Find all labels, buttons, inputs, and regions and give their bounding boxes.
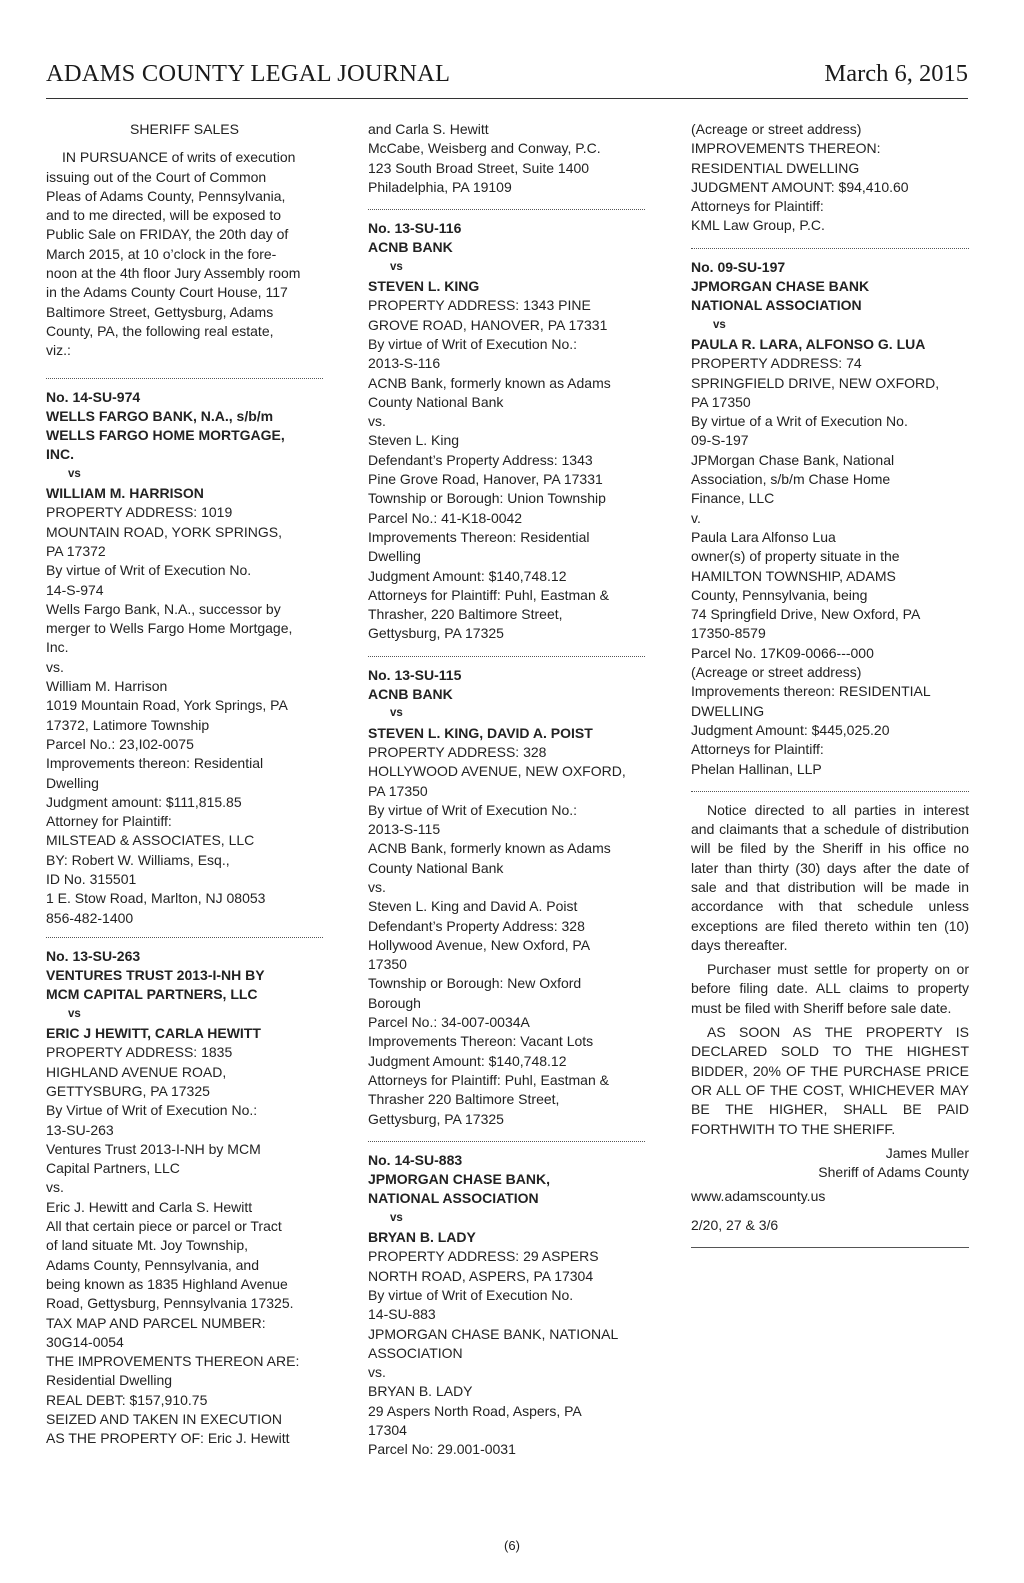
case-line: Eric J. Hewitt and Carla S. Hewitt [46, 1198, 253, 1215]
intro-line: and to me directed, will be exposed to [46, 207, 282, 224]
case-line: KML Law Group, P.C. [691, 217, 825, 234]
case-line: Capital Partners, LLC [46, 1160, 180, 1177]
case-line: Attorney for Plaintiff: [46, 813, 172, 830]
plaintiff: MCM CAPITAL PARTNERS, LLC [46, 986, 258, 1003]
intro-paragraph [46, 148, 323, 360]
case-line: 1 E. Stow Road, Marlton, NJ 08053 [46, 890, 266, 907]
case-line: Steven L. King [368, 432, 460, 449]
case-line: IMPROVEMENTS THEREON: [691, 140, 881, 157]
case-line: 29 Aspers North Road, Aspers, PA [368, 1402, 582, 1419]
case-line: By virtue of a Writ of Execution No. [691, 413, 908, 430]
case-line: Association, s/b/m Chase Home [691, 471, 891, 488]
case-continuation [368, 120, 645, 197]
plaintiff: VENTURES TRUST 2013-I-NH BY [46, 967, 265, 984]
versus: vs [68, 467, 81, 480]
case-line: Philadelphia, PA 19109 [368, 178, 512, 195]
case-line: County National Bank [368, 859, 504, 876]
case-line: SPRINGFIELD DRIVE, NEW OXFORD, [691, 374, 940, 391]
versus: vs [390, 260, 403, 273]
case-line: Dwelling [46, 774, 99, 791]
publication-dates: 2/20, 27 & 3/6 [691, 1216, 779, 1233]
case-line: Phelan Hallinan, LLP [691, 760, 822, 777]
case-line: Parcel No.: 23,I02-0075 [46, 735, 194, 752]
case-line: PA 17372 [46, 542, 106, 559]
case-line: County National Bank [368, 393, 504, 410]
intro-line: viz.: [46, 342, 71, 359]
case-line: Judgment Amount: $140,748.12 [368, 567, 567, 584]
column-1 [46, 120, 323, 1449]
case-line: ASSOCIATION [368, 1344, 463, 1361]
plaintiff: ACNB BANK [368, 239, 453, 256]
case-13-su-263 [46, 947, 323, 1449]
sheriff-title: Sheriff of Adams County [818, 1164, 969, 1181]
case-line: 17304 [368, 1422, 407, 1438]
case-line: PROPERTY ADDRESS: 1019 [46, 504, 233, 521]
case-line: By virtue of Writ of Execution No. [368, 1286, 574, 1303]
section-heading: SHERIFF SALES [130, 121, 239, 137]
case-line: Judgment amount: $111,815.85 [46, 793, 242, 810]
intro-line: IN PURSUANCE of writs of execution [62, 149, 296, 166]
case-14-su-883 [368, 1151, 645, 1460]
case-line: MILSTEAD & ASSOCIATES, LLC [46, 832, 255, 849]
website-link[interactable]: www.adamscounty.us [691, 1188, 826, 1205]
case-line: Gettysburg, PA 17325 [368, 625, 504, 642]
case-line: PROPERTY ADDRESS: 74 [691, 355, 862, 372]
case-line: Thrasher 220 Baltimore Street, [368, 1091, 560, 1108]
intro-line: Public Sale on FRIDAY, the 20th day of [46, 226, 289, 243]
case-line: Residential Dwelling [46, 1372, 173, 1389]
case-line: (Acreage or street address) [691, 121, 862, 137]
case-line: ID No. 315501 [46, 870, 137, 887]
case-line: PA 17350 [691, 393, 751, 410]
divider [691, 791, 969, 792]
defendant: BRYAN B. LADY [368, 1229, 476, 1246]
case-line: Paula Lara Alfonso Lua [691, 528, 836, 545]
divider [691, 248, 969, 249]
masthead [46, 58, 968, 99]
case-number: No. 13-SU-115 [368, 666, 462, 683]
case-number: No. 14-SU-883 [368, 1151, 463, 1168]
case-line: Parcel No.: 41-K18-0042 [368, 509, 523, 526]
column-2 [368, 120, 645, 1460]
case-14-su-974 [46, 388, 323, 928]
settlement-notice: Purchaser must settle for property on or before filing date. ALL claims to property must be filed with Sheriff before sale date. [691, 961, 969, 1016]
defendant: STEVEN L. KING [368, 278, 480, 295]
plaintiff: JPMORGAN CHASE BANK [691, 278, 870, 295]
case-line: 2013-S-115 [368, 821, 441, 838]
case-13-su-115 [368, 666, 645, 1129]
case-line: vs. [46, 658, 64, 675]
case-line: Adams County, Pennsylvania, and [46, 1256, 259, 1273]
case-13-su-116 [368, 219, 645, 644]
versus: vs [713, 318, 726, 331]
distribution-notice: Notice directed to all parties in interest and claimants that a schedule of distribution will be filed by the Sheriff in his office no later than thirty (30) days after the date of sale and that distribution will be made in accordance with that schedule unless exceptions are filed thereto within ten (10) days thereafter. [691, 801, 969, 953]
case-line: JUDGMENT AMOUNT: $94,410.60 [691, 178, 909, 195]
case-line: Attorneys for Plaintiff: [691, 741, 824, 758]
case-line: 17372, Latimore Township [46, 716, 210, 733]
case-line: GETTYSBURG, PA 17325 [46, 1082, 210, 1099]
case-line: ACNB Bank, formerly known as Adams [368, 840, 611, 857]
case-number: No. 13-SU-116 [368, 220, 462, 237]
case-line: Road, Gettysburg, Pennsylvania 17325. [46, 1295, 294, 1312]
case-line: RESIDENTIAL DWELLING [691, 159, 860, 176]
case-line: By virtue of Writ of Execution No. [46, 562, 252, 579]
case-line: All that certain piece or parcel or Tract [46, 1218, 282, 1235]
case-line: Improvements thereon: RESIDENTIAL [691, 683, 931, 700]
case-number: No. 13-SU-263 [46, 947, 141, 964]
case-line: 2013-S-116 [368, 355, 441, 372]
case-line: PROPERTY ADDRESS: 328 [368, 743, 547, 760]
case-line: 17350 [368, 956, 407, 973]
versus: vs [390, 707, 403, 720]
intro-line: Baltimore Street, Gettysburg, Adams [46, 303, 274, 320]
case-line: Hollywood Avenue, New Oxford, PA [368, 936, 591, 953]
case-line: Defendant’s Property Address: 328 [368, 917, 585, 934]
case-line: REAL DEBT: $157,910.75 [46, 1391, 208, 1408]
payment-notice: AS SOON AS THE PROPERTY IS DECLARED SOLD TO THE HIGHEST BIDDER, 20% OF THE PURCHASE PRICE OR ALL OF THE COST, WHICHEVER MAY BE THE HIGHER, SHALL BE PAID FORTHWITH TO THE SHERIFF. [691, 1024, 969, 1137]
intro-line: County, PA, the following real estate, [46, 322, 274, 339]
case-line: 14-SU-883 [368, 1306, 436, 1323]
case-line: Judgment Amount: $445,025.20 [691, 721, 890, 738]
case-line: Township or Borough: New Oxford [368, 975, 582, 992]
case-line: 14-S-974 [46, 581, 104, 598]
case-line: Attorneys for Plaintiff: Puhl, Eastman & [368, 1071, 609, 1088]
case-line: Ventures Trust 2013-I-NH by MCM [46, 1140, 261, 1157]
case-line: and Carla S. Hewitt [368, 121, 489, 137]
case-line: Parcel No.: 34-007-0034A [368, 1014, 530, 1031]
defendant: WILLIAM M. HARRISON [46, 485, 204, 502]
versus: vs [68, 1007, 81, 1020]
case-line: of land situate Mt. Joy Township, [46, 1237, 249, 1254]
issue-date: March 6, 2015 [824, 60, 968, 87]
case-line: TAX MAP AND PARCEL NUMBER: [46, 1314, 266, 1331]
divider [46, 937, 323, 938]
case-line: SEIZED AND TAKEN IN EXECUTION [46, 1411, 282, 1427]
case-line: Pine Grove Road, Hanover, PA 17331 [368, 471, 603, 488]
case-line: merger to Wells Fargo Home Mortgage, [46, 620, 293, 637]
case-line: By virtue of Writ of Execution No.: [368, 801, 578, 818]
intro-line: March 2015, at 10 o’clock in the fore- [46, 245, 277, 262]
case-line: GROVE ROAD, HANOVER, PA 17331 [368, 316, 608, 333]
case-09-su-197 [691, 258, 969, 779]
case-number: No. 14-SU-974 [46, 388, 141, 405]
case-line: THE IMPROVEMENTS THEREON ARE: [46, 1353, 300, 1370]
plaintiff: NATIONAL ASSOCIATION [368, 1190, 539, 1207]
case-line: HOLLYWOOD AVENUE, NEW OXFORD, [368, 763, 626, 780]
case-line: vs. [368, 878, 386, 895]
case-line: Borough [368, 994, 421, 1011]
case-line: PROPERTY ADDRESS: 1835 [46, 1044, 233, 1061]
case-line: 1019 Mountain Road, York Springs, PA [46, 697, 288, 714]
intro-line: Pleas of Adams County, Pennsylvania, [46, 187, 286, 204]
case-line: Thrasher, 220 Baltimore Street, [368, 606, 563, 623]
sheriff-name: James Muller [885, 1144, 969, 1161]
case-line: JPMorgan Chase Bank, National [691, 451, 895, 468]
case-line: Steven L. King and David A. Poist [368, 898, 578, 915]
page-number: (6) [504, 1538, 520, 1553]
case-line: ACNB Bank, formerly known as Adams [368, 374, 611, 391]
case-line: By Virtue of Writ of Execution No.: [46, 1102, 258, 1119]
case-line: PROPERTY ADDRESS: 1343 PINE [368, 297, 591, 314]
versus: vs [390, 1211, 403, 1224]
defendant: ERIC J HEWITT, CARLA HEWITT [46, 1025, 261, 1042]
case-line: BY: Robert W. Williams, Esq., [46, 851, 230, 868]
case-line: HIGHLAND AVENUE ROAD, [46, 1063, 227, 1080]
case-line: vs. [368, 413, 386, 430]
case-line: Improvements thereon: Residential [46, 755, 264, 772]
divider [368, 656, 645, 657]
case-line: v. [691, 509, 701, 526]
case-line: being known as 1835 Highland Avenue [46, 1275, 288, 1292]
intro-line: noon at the 4th floor Jury Assembly room [46, 265, 301, 282]
column-3 [691, 120, 969, 1248]
case-line: Improvements Thereon: Vacant Lots [368, 1033, 594, 1050]
case-line: PROPERTY ADDRESS: 29 ASPERS [368, 1248, 599, 1265]
case-line: vs. [368, 1364, 386, 1381]
plaintiff: WELLS FARGO BANK, N.A., s/b/m [46, 407, 274, 424]
case-line: Judgment Amount: $140,748.12 [368, 1052, 567, 1069]
case-line: HAMILTON TOWNSHIP, ADAMS [691, 567, 896, 584]
case-line: Parcel No: 29.001-0031 [368, 1441, 516, 1458]
plaintiff: ACNB BANK [368, 686, 453, 703]
plaintiff: WELLS FARGO HOME MORTGAGE, [46, 427, 285, 444]
case-line: Gettysburg, PA 17325 [368, 1110, 504, 1127]
plaintiff: JPMORGAN CHASE BANK, [368, 1171, 551, 1188]
case-line: vs. [46, 1179, 64, 1196]
case-line: Finance, LLC [691, 490, 775, 507]
defendant: STEVEN L. KING, DAVID A. POIST [368, 724, 593, 741]
divider [368, 209, 645, 210]
defendant: PAULA R. LARA, ALFONSO G. LUA [691, 335, 926, 352]
case-line: 13-SU-263 [46, 1121, 114, 1138]
case-line: DWELLING [691, 702, 765, 719]
case-line: Attorneys for Plaintiff: [691, 198, 824, 215]
case-line: MOUNTAIN ROAD, YORK SPRINGS, [46, 523, 282, 540]
intro-line: issuing out of the Court of Common [46, 168, 267, 185]
case-line: JPMORGAN CHASE BANK, NATIONAL [368, 1325, 619, 1342]
case-line: Parcel No. 17K09-0066---000 [691, 644, 874, 661]
case-line: Improvements Thereon: Residential [368, 528, 590, 545]
divider [691, 1247, 969, 1248]
plaintiff: NATIONAL ASSOCIATION [691, 297, 862, 314]
case-line: 123 South Broad Street, Suite 1400 [368, 159, 590, 176]
case-line: NORTH ROAD, ASPERS, PA 17304 [368, 1267, 594, 1284]
case-line: 856-482-1400 [46, 909, 134, 926]
case-line: 17350-8579 [691, 625, 766, 642]
divider [46, 378, 323, 379]
case-line: County, Pennsylvania, being [691, 586, 868, 603]
case-line: (Acreage or street address) [691, 664, 862, 681]
case-number: No. 09-SU-197 [691, 258, 786, 275]
case-line: PA 17350 [368, 782, 428, 799]
intro-line: in the Adams County Court House, 117 [46, 284, 288, 301]
case-line: By virtue of Writ of Execution No.: [368, 335, 578, 352]
case-line: Wells Fargo Bank, N.A., successor by [46, 600, 281, 617]
case-line: William M. Harrison [46, 678, 168, 695]
case-line: Dwelling [368, 548, 421, 565]
case-line: 30G14-0054 [46, 1333, 124, 1350]
case-line: 74 Springfield Drive, New Oxford, PA [691, 606, 921, 623]
divider [368, 1141, 645, 1142]
case-line: owner(s) of property situate in the [691, 548, 900, 565]
case-line: BRYAN B. LADY [368, 1383, 473, 1400]
case-continuation [691, 120, 969, 236]
case-line: AS THE PROPERTY OF: Eric J. Hewitt [46, 1430, 290, 1447]
case-line: Attorneys for Plaintiff: Puhl, Eastman & [368, 586, 609, 603]
case-line: Township or Borough: Union Township [368, 490, 606, 507]
case-line: McCabe, Weisberg and Conway, P.C. [368, 140, 601, 157]
plaintiff: INC. [46, 446, 74, 463]
case-line: 09-S-197 [691, 432, 749, 449]
journal-title: ADAMS COUNTY LEGAL JOURNAL [46, 60, 451, 87]
case-line: Defendant’s Property Address: 1343 [368, 451, 593, 468]
case-line: Inc. [46, 639, 69, 656]
